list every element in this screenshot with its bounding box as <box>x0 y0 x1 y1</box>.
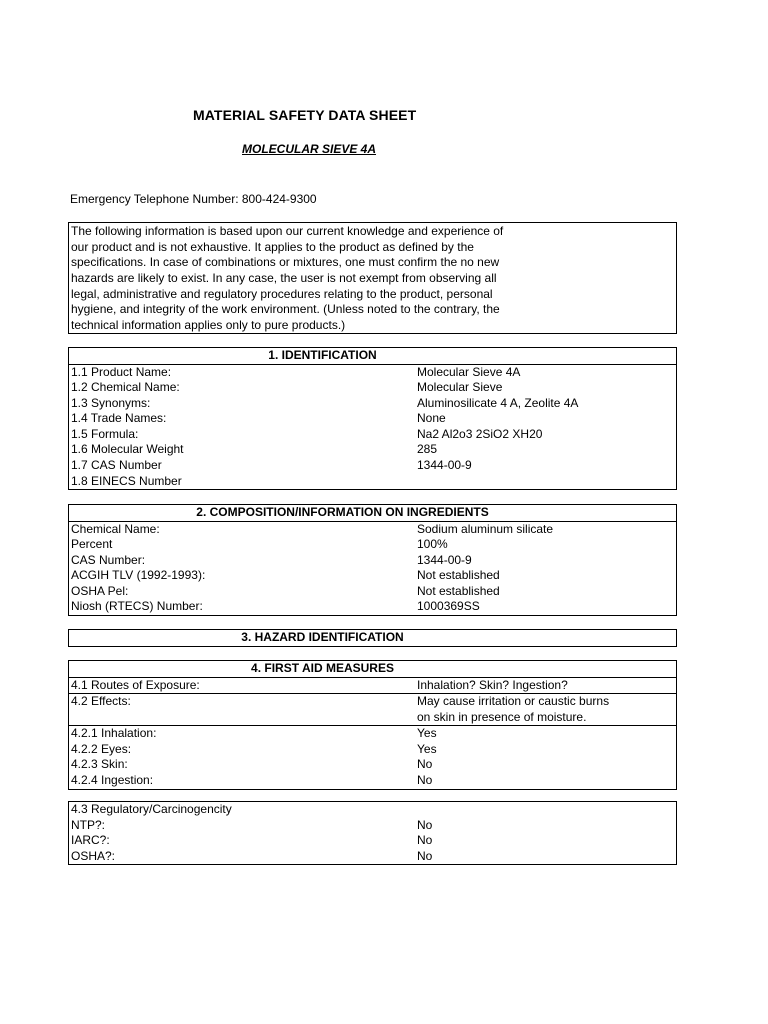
disclaimer-line: technical information applies only to pure products.) <box>71 318 346 333</box>
section-heading: 3. HAZARD IDENTIFICATION <box>241 630 404 644</box>
table-row: ACGIH TLV (1992-1993): Not established <box>71 568 500 583</box>
table-row: 1.3 Synonyms: Aluminosilicate 4 A, Zeolite 4A <box>71 395 579 410</box>
table-row: 1.1 Product Name: Molecular Sieve 4A <box>71 364 521 379</box>
disclaimer-line: hazards are likely to exist. In any case, the user is not exempt from observing all <box>71 271 497 286</box>
disclaimer-line: our product and is not exhaustive. It applies to the product as defined by the <box>71 239 474 254</box>
table-row: 1.7 CAS Number 1344-00-9 <box>71 458 472 473</box>
table-row: 4.2.3 Skin: No <box>71 757 433 772</box>
table-row: 1.6 Molecular Weight 285 <box>71 442 438 457</box>
section-heading: 2. COMPOSITION/INFORMATION ON INGREDIENTS <box>69 505 676 522</box>
table-row: 1.2 Chemical Name: Molecular Sieve <box>71 380 503 395</box>
table-row: Niosh (RTECS) Number: 1000369SS <box>71 599 480 614</box>
table-row: 4.2.1 Inhalation: Yes <box>71 726 437 741</box>
table-row: NTP?: No <box>71 817 433 832</box>
table-row: 1.5 Formula: Na2 Al2o3 2SiO2 XH20 <box>71 426 543 441</box>
section-heading: 4.3 Regulatory/Carcinogencity <box>71 802 232 816</box>
document-title: MATERIAL SAFETY DATA SHEET <box>193 107 417 123</box>
emergency-phone: Emergency Telephone Number: 800-424-9300 <box>70 192 317 206</box>
table-row: Percent 100% <box>71 537 448 552</box>
table-row: 4.1 Routes of Exposure: Inhalation? Skin? Ingestion? <box>71 677 568 692</box>
table-row: 1.8 EINECS Number <box>71 473 182 488</box>
table-row: 4.2.4 Ingestion: No <box>71 773 433 788</box>
first-aid-section <box>68 660 677 790</box>
disclaimer-box <box>68 222 677 334</box>
disclaimer-line: hygiene, and integrity of the work environment. (Unless noted to the contrary, the <box>71 302 500 317</box>
section-heading: 1. IDENTIFICATION <box>69 348 676 365</box>
table-row: 1.4 Trade Names: None <box>71 411 446 426</box>
regulatory-section <box>68 801 677 865</box>
table-row: IARC?: No <box>71 833 433 848</box>
composition-section <box>68 504 677 616</box>
table-row: 4.2.2 Eyes: Yes <box>71 741 437 756</box>
table-row: OSHA?: No <box>71 848 433 863</box>
section-heading: 4. FIRST AID MEASURES <box>69 661 676 678</box>
identification-section <box>68 347 677 490</box>
disclaimer-line: The following information is based upon our current knowledge and experience of <box>71 224 504 238</box>
table-row: 4.2 Effects: May cause irritation or caustic burns <box>71 694 610 709</box>
product-subtitle: MOLECULAR SIEVE 4A <box>242 142 377 156</box>
table-row: Chemical Name: Sodium aluminum silicate <box>71 521 554 536</box>
disclaimer-line: legal, administrative and regulatory procedures relating to the product, personal <box>71 286 493 301</box>
table-row: CAS Number: 1344-00-9 <box>71 552 472 567</box>
hazard-section <box>68 629 677 647</box>
table-row: OSHA Pel: Not established <box>71 583 500 598</box>
table-row: on skin in presence of moisture. <box>417 709 587 724</box>
disclaimer-line: specifications. In case of combinations or mixtures, one must confirm the no new <box>71 255 500 270</box>
